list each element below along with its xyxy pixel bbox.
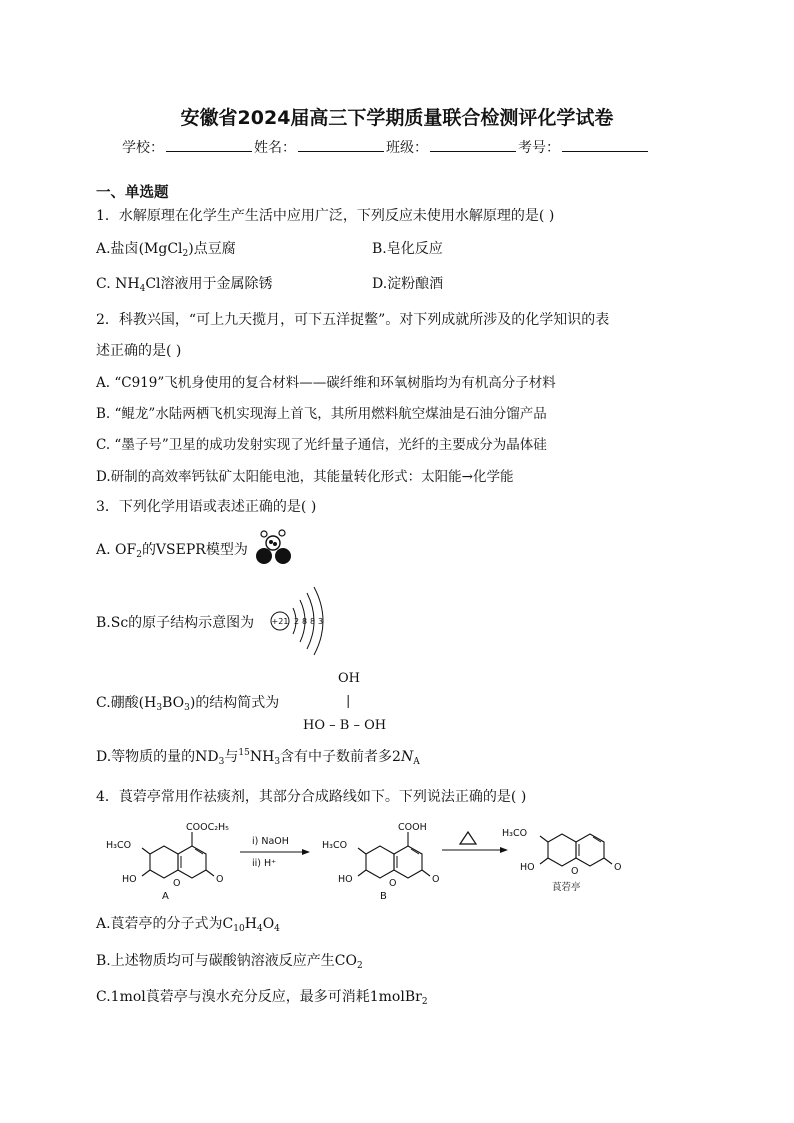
methoxy-group-label: H₃CO (322, 840, 348, 851)
carbonyl-oxygen-label: O (216, 874, 224, 885)
reaction-arrow-2 (442, 832, 508, 853)
carbonyl-oxygen-label: O (614, 862, 622, 873)
hydroxy-group-label: HO (520, 862, 535, 873)
q1-option-d: D.淀粉酿酒 (372, 276, 444, 292)
q3-option-c: C.硼酸$(H_3BO_3)$的结构简式为 (96, 695, 280, 713)
school-label: 学校： (122, 140, 164, 156)
q3-option-b: B.Sc的原子结构示意图为 (96, 615, 255, 631)
boric-acid-main-chain: HO – B – OH (303, 718, 387, 733)
q1-option-a: A.盐卤(MgCl$_2$)点豆腐 (96, 241, 236, 259)
step2-reagent: ii) H⁺ (252, 858, 277, 869)
exam-number-label: 考号： (518, 140, 560, 156)
ring-oxygen-label: O (173, 878, 181, 889)
carboxyl-group-label: COOH (398, 822, 427, 833)
q2-option-d: D.研制的高效率钙钛矿太阳能电池，其能量转化形式：太阳能→化学能 (96, 469, 514, 485)
shell-count: 8 (310, 617, 316, 626)
class-label: 班级： (386, 140, 428, 156)
reaction-arrow-1 (240, 836, 310, 869)
shell-count: 2 (294, 617, 300, 626)
q1-option-c: C. $NH_4Cl$溶液用于金属除锈 (96, 276, 273, 294)
ester-group-label: COOC₂H₅ (186, 822, 229, 833)
compound-b-label: B (380, 891, 387, 902)
q2-stem-line1: 2．科教兴国，“可上九天揽月，可下五洋捉鳖”。对下列成就所涉及的化学知识的表 (96, 312, 610, 328)
boric-acid-bond: | (346, 694, 351, 709)
atomic-structure-diagram (268, 584, 336, 660)
fluorine-atom-icon (256, 548, 272, 564)
shell-count: 8 (302, 617, 308, 626)
q3-option-a: A. $OF_2$的VSEPR模型为 (96, 542, 248, 560)
product-label: 莨菪亭 (552, 882, 581, 893)
q2-option-b: B. “鲲龙”水陆两栖飞机实现海上首飞，其所用燃料航空煤油是石油分馏产品 (96, 406, 547, 422)
q1-stem: 1．水解原理在化学生产生活中应用广泛，下列反应未使用水解原理的是( ) (96, 208, 555, 224)
hydroxy-group-label: HO (122, 874, 137, 885)
student-info-row (122, 137, 650, 157)
boric-acid-oh-top: OH (338, 671, 360, 686)
ring-oxygen-label: O (571, 866, 579, 877)
ring-oxygen-label: O (389, 878, 397, 889)
q3-option-d: D.等物质的量的$ND_3$与$^{15}NH_3$含有中子数前者多$2N_A$ (96, 748, 420, 767)
methoxy-group-label: H₃CO (502, 828, 528, 839)
name-label: 姓名： (254, 140, 296, 156)
vsepr-model-figure (252, 527, 300, 567)
exam-number-blank (562, 137, 648, 152)
q2-stem-line2: 述正确的是( ) (96, 343, 182, 359)
name-blank (298, 137, 384, 152)
hydroxy-group-label: HO (338, 874, 353, 885)
heat-triangle-icon (460, 832, 476, 844)
school-blank (166, 137, 252, 152)
compound-b-structure (322, 822, 439, 902)
q4-option-c: C.1mol莨菪亭与溴水充分反应，最多可消耗1molBr$_2$ (96, 989, 428, 1007)
q4-stem: 4．莨菪亭常用作祛痰剂，其部分合成路线如下。下列说法正确的是( ) (96, 789, 527, 805)
fluorine-atom-icon (275, 548, 291, 564)
carbonyl-oxygen-label: O (432, 874, 440, 885)
q3-stem: 3．下列化学用语或表述正确的是( ) (96, 499, 317, 515)
lone-pair-icon (266, 536, 280, 550)
q4-option-a: A.莨菪亭的分子式为$C_{10}H_4O_4$ (96, 916, 280, 934)
svg-text:+21: +21 (271, 617, 289, 626)
q2-option-c: C. “墨子号”卫星的成功发射实现了光纤量子通信，光纤的主要成分为晶体硅 (96, 437, 547, 453)
q1-option-b: B.皂化反应 (372, 241, 443, 257)
synthesis-route-scheme (96, 812, 636, 904)
q4-option-b: B.上述物质均可与碳酸钠溶液反应产生$CO_2$ (96, 953, 363, 971)
step1-reagent: i) NaOH (252, 836, 289, 847)
exam-title: 安徽省2024届高三下学期质量联合检测评化学试卷 (180, 107, 614, 129)
class-blank (430, 137, 516, 152)
q2-option-a: A. “C919”飞机身使用的复合材料——碳纤维和环氧树脂均为有机高分子材料 (96, 375, 556, 391)
compound-a-label: A (162, 891, 169, 902)
scopoletin-structure (502, 828, 621, 893)
section-heading: 一、单选题 (96, 185, 169, 201)
compound-a-structure (106, 822, 229, 902)
methoxy-group-label: H₃CO (106, 840, 132, 851)
shell-count: 3 (318, 617, 324, 626)
